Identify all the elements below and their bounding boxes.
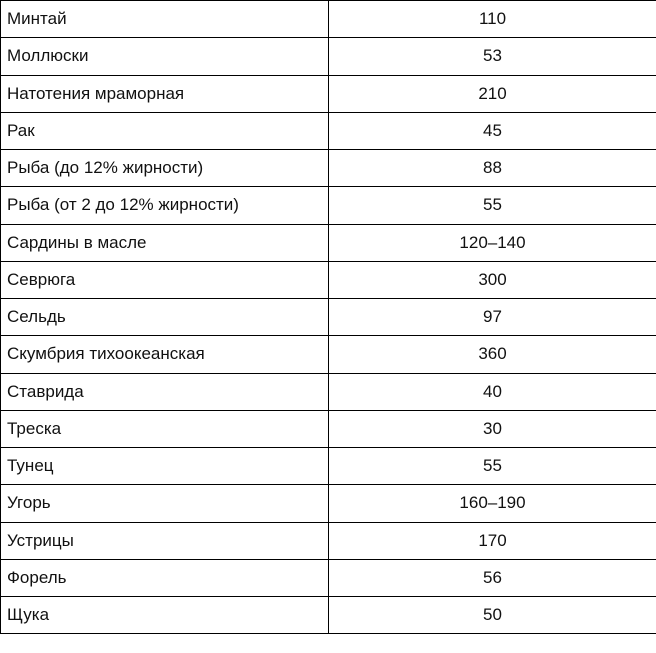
table-row: [1, 485, 656, 522]
row-value: 55: [329, 448, 656, 485]
row-value: 300: [329, 261, 656, 298]
table-row: [1, 150, 656, 187]
row-value: 30: [329, 410, 656, 447]
table-row: [1, 559, 656, 596]
row-value: 56: [329, 559, 656, 596]
row-value: 55: [329, 187, 656, 224]
row-name: Рак: [1, 112, 329, 149]
row-value: 360: [329, 336, 656, 373]
table-row: [1, 112, 656, 149]
row-value: 120–140: [329, 224, 656, 261]
table-row: [1, 1, 656, 38]
row-name: Треска: [1, 410, 329, 447]
row-name: Ставрида: [1, 373, 329, 410]
table-row: [1, 261, 656, 298]
row-value: 50: [329, 597, 656, 634]
row-value: 88: [329, 150, 656, 187]
row-name: Севрюга: [1, 261, 329, 298]
table-row: [1, 75, 656, 112]
table-row: [1, 224, 656, 261]
row-value: 45: [329, 112, 656, 149]
table-row: [1, 336, 656, 373]
table-row: [1, 410, 656, 447]
table-row: [1, 597, 656, 634]
row-name: Форель: [1, 559, 329, 596]
row-name: Рыба (от 2 до 12% жирности): [1, 187, 329, 224]
row-value: 40: [329, 373, 656, 410]
row-name: Натотения мраморная: [1, 75, 329, 112]
table-row: [1, 187, 656, 224]
row-name: Минтай: [1, 1, 329, 38]
row-value: 110: [329, 1, 656, 38]
row-name: Сардины в масле: [1, 224, 329, 261]
table-row: [1, 38, 656, 75]
row-name: Скумбрия тихоокеанская: [1, 336, 329, 373]
row-value: 97: [329, 299, 656, 336]
table-body: [1, 1, 656, 634]
row-value: 160–190: [329, 485, 656, 522]
table-row: [1, 522, 656, 559]
table-row: [1, 373, 656, 410]
row-name: Моллюски: [1, 38, 329, 75]
row-name: Тунец: [1, 448, 329, 485]
table-row: [1, 448, 656, 485]
row-name: Устрицы: [1, 522, 329, 559]
row-name: Угорь: [1, 485, 329, 522]
row-name: Сельдь: [1, 299, 329, 336]
row-value: 170: [329, 522, 656, 559]
row-name: Рыба (до 12% жирности): [1, 150, 329, 187]
table-row: [1, 299, 656, 336]
row-value: 53: [329, 38, 656, 75]
row-value: 210: [329, 75, 656, 112]
row-name: Щука: [1, 597, 329, 634]
